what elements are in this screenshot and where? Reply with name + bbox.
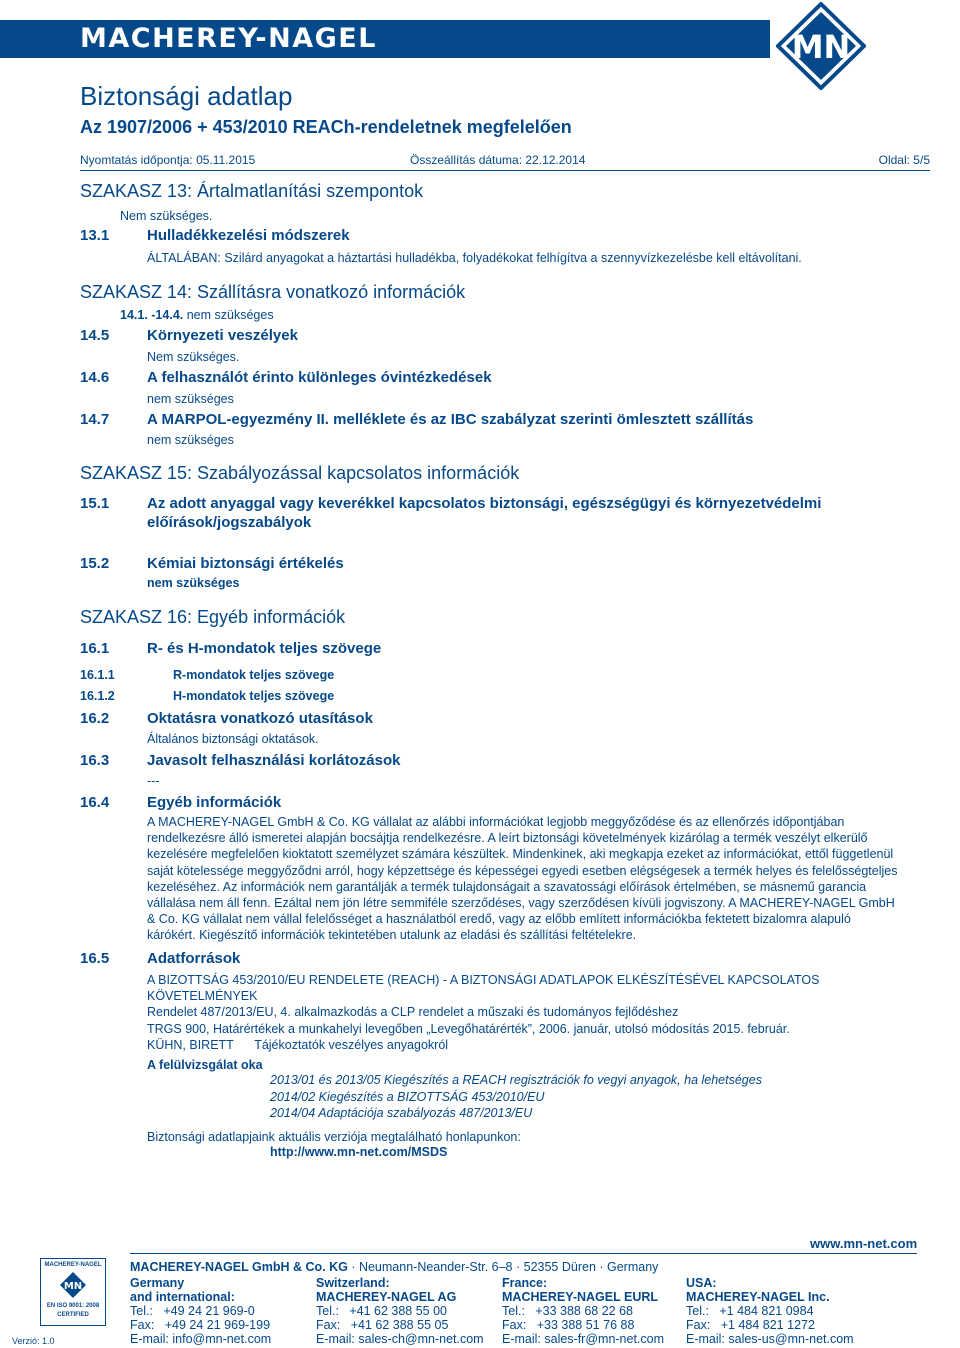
brand-name: MACHEREY-NAGEL: [80, 23, 377, 54]
compile-date: Összeállítás dátuma: 22.12.2014: [410, 153, 586, 167]
page-number: Oldal: 5/5: [878, 153, 930, 167]
meta-line: [80, 150, 930, 171]
subsection-16-1-2: 16.1.2 H-mondatok teljes szövege: [80, 689, 335, 703]
subsection-15-2-text: nem szükséges: [147, 576, 240, 590]
section-13-title: SZAKASZ 13: Ártalmatlanítási szempontok: [80, 181, 424, 201]
review-label: A felülvizsgálat oka: [147, 1058, 263, 1072]
footer-company-line: MACHEREY-NAGEL GmbH & Co. KG · Neumann-Neander-Str. 6–8 · 52355 Düren · Germany: [130, 1260, 659, 1274]
msds-link[interactable]: http://www.mn-net.com/MSDS: [270, 1145, 448, 1159]
subsection-16-3-text: ---: [147, 774, 160, 788]
footer-website[interactable]: www.mn-net.com: [810, 1236, 918, 1251]
document-title: Biztonsági adatlap: [80, 81, 293, 111]
svg-text:MN: MN: [63, 1281, 83, 1292]
section-15-title: SZAKASZ 15: Szabályozással kapcsolatos információk: [80, 463, 520, 483]
subsection-16-5-text: A BIZOTTSÁG 453/2010/EU RENDELETE (REACH) - A BIZTONSÁGI ADATLAPOK ELKÉSZÍTÉSÉVEL KAPCSOLATOS KÖVETELMÉNYEK Rendelet 487/2013/EU, 4. alkalmazkodás a CLP rendelet a műszaki és tudományos fejlődéshez TRGS 900, Határértékek a munkahelyi levegőben „Levegőhatárérték”, 2006. január, utolsó módosítás 2015. február. KÜHN, BIRETT Tájékoztatók veszélyes anyagokról: [147, 973, 820, 1052]
version-label: Verzió: 1.0: [12, 1336, 55, 1346]
section-16-title: SZAKASZ 16: Egyéb információk: [80, 607, 346, 627]
footer-divider: [130, 1253, 917, 1254]
iso-cert-badge: MACHEREY-NAGEL MN EN ISO 9001: 2008 CERTIFIED: [40, 1258, 106, 1326]
subsection-16-2-text: Általános biztonsági oktatások.: [147, 732, 319, 746]
mn-logo-icon: [776, 2, 866, 90]
subsection-14-6-text: nem szükséges: [147, 392, 234, 406]
section-14-title: SZAKASZ 14: Szállításra vonatkozó információk: [80, 282, 466, 302]
section-14-range: 14.1. -14.4. nem szükséges: [120, 308, 274, 322]
subsection-16-1-1: 16.1.1 R-mondatok teljes szövege: [80, 668, 335, 682]
subsection-14-5-text: Nem szükséges.: [147, 350, 240, 364]
subsection-13-1-text: ÁLTALÁBAN: Szilárd anyagokat a háztartási hulladékba, folyadékokat felhígítva a szennyvízkezelésbe kell eltávolítani.: [147, 251, 802, 265]
subsection-16-4-text: A MACHEREY-NAGEL GmbH & Co. KG vállalat az alábbi információkat legjobb meggyőződése és az ellenőrzés időpontjában rendelkezésre álló ismeretei alapján bocsájtja rendelkezésre. A leírt biztonsági követelmények kizárólag a termék veszélyt elkerülő kezelésére megfelelően kioktatott személyzet számára készültek. Mindenkinek, aki megkapja ezeket az információkat, ettől függetlenül saját kötelessége meggyőződni arról, hogy képzettsége és képességei egyedi esetben elégségesek a termék helyes és felelősségteljes kezeléséhez. Az információk nem garantálják a termék tulajdonságait a szavatossági előírások értelmében, se másnemű garancia vállalása nem áll fenn. Ezáltal nem jön létre semmiféle szerződéses, vagy szerződésen kívüli jogviszony. A MACHEREY-NAGEL GmbH & Co. KG vállalat nem vállal felelősséget a használatból eredő, vagy az előbb említett információkba fektetett bizalomra alapuló kárókért. Kiegészítő információk tekintetében utalunk az eladási és szállítási feltételekre.: [147, 815, 898, 943]
subsection-14-7-text: nem szükséges: [147, 433, 234, 447]
section-13-intro: Nem szükséges.: [120, 209, 213, 223]
document-subtitle: Az 1907/2006 + 453/2010 REACh-rendeletnek megfelelően: [80, 117, 572, 137]
cert-logo-icon: [59, 1271, 87, 1299]
print-date: Nyomtatás időpontja: 05.11.2015: [80, 153, 256, 167]
website-note: Biztonsági adatlapjaink aktuális verziója megtalálható honlapunkon:: [147, 1130, 521, 1144]
logo-text: MN: [791, 28, 851, 66]
review-list: 2013/01 és 2013/05 Kiegészítés a REACH regisztrációk fo vegyi anyagok, ha lehetséges 2014/02 Kiegészítés a BIZOTTSÁG 453/2010/EU 2014/04 Adaptációja szabályozás 487/2013/EU: [270, 1073, 762, 1120]
